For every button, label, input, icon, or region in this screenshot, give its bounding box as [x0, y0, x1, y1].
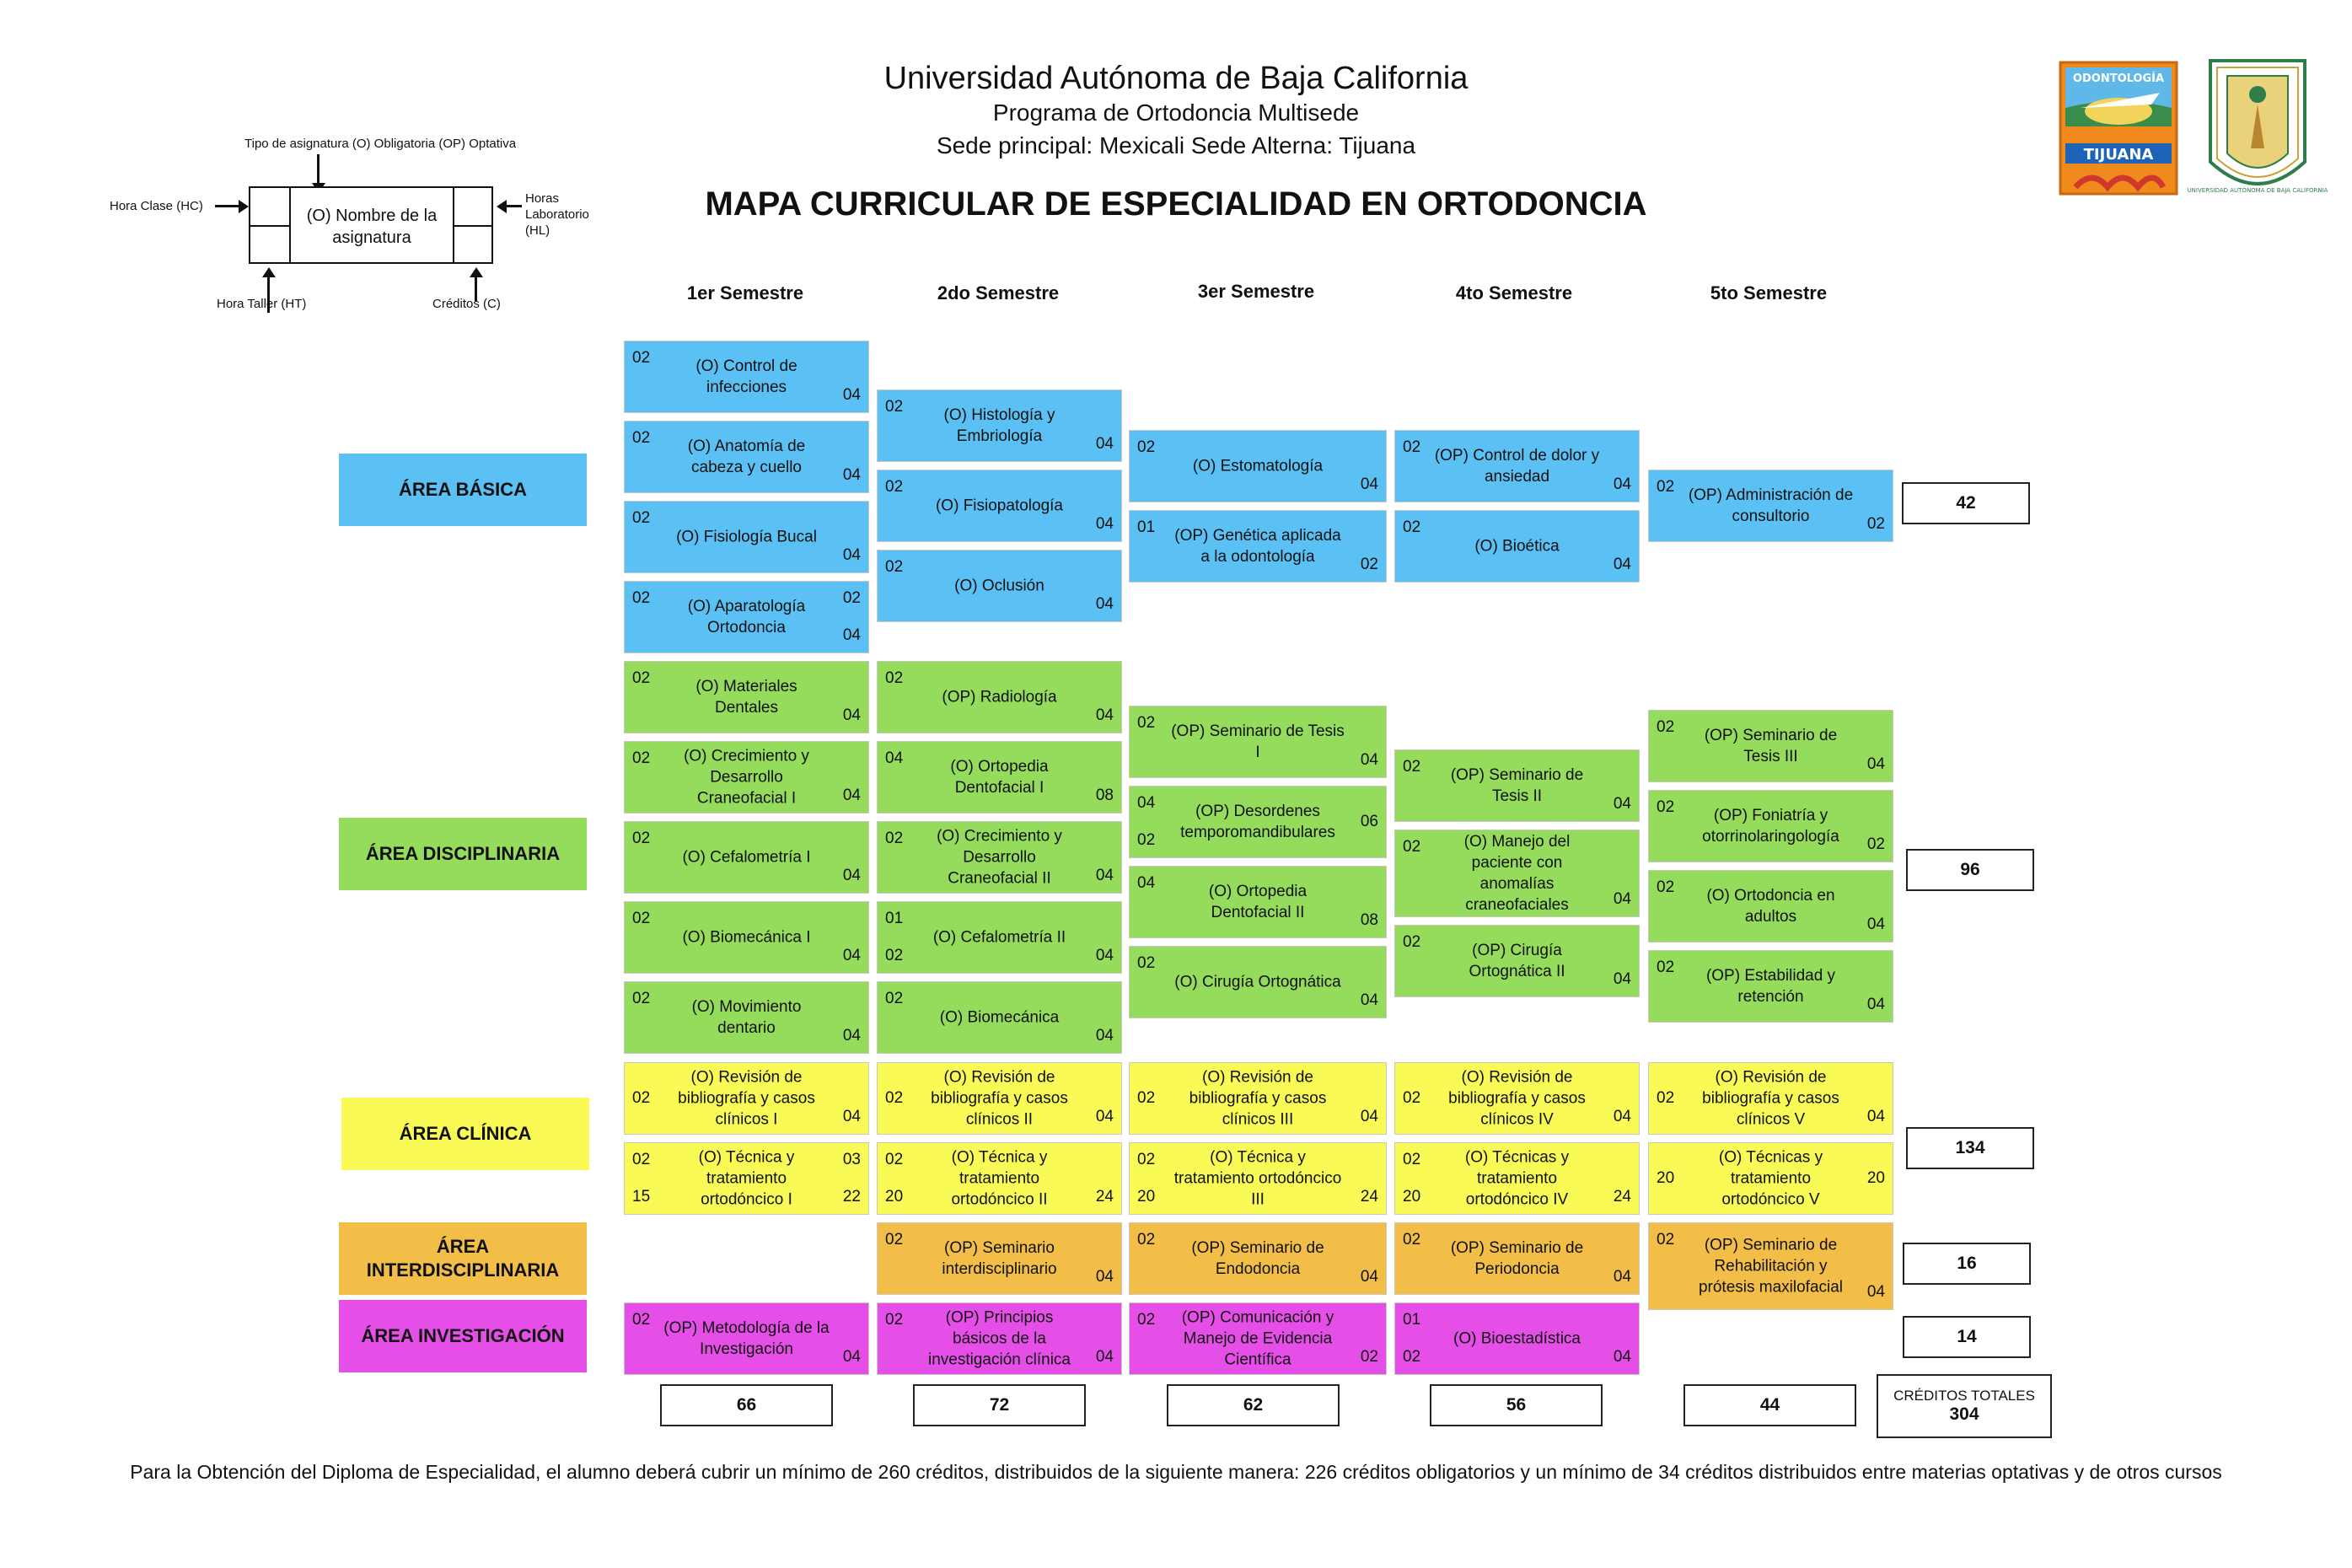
- hours-ml: 02: [632, 1089, 651, 1107]
- course-cefalometria-1: [624, 821, 869, 894]
- hours-br: 04: [1360, 475, 1378, 493]
- course-name: (O) Revisión de bibliografía y casos clínicos II: [931, 1068, 1068, 1129]
- course-seminario-tesis-3: [1648, 710, 1893, 782]
- course-seminario-tesis-2: [1394, 749, 1640, 822]
- course-name: (O) Revisión de bibliografía y casos clínicos V: [1702, 1068, 1839, 1129]
- course-name: (O) Anatomía de cabeza y cuello: [687, 438, 806, 476]
- course-movimiento-dentario: [624, 981, 869, 1054]
- hours-br: 04: [1095, 1268, 1114, 1286]
- hours-ml: 02: [1657, 1089, 1675, 1107]
- hours-tl: 04: [1137, 874, 1156, 892]
- hours-tl: 02: [632, 349, 651, 367]
- hours-br: 04: [842, 546, 861, 564]
- hours-br: 04: [1095, 1027, 1114, 1044]
- course-name: (OP) Control de dolor y ansiedad: [1434, 447, 1600, 486]
- legend-arrow-right: [215, 205, 240, 207]
- hours-ml: 02: [1403, 1089, 1421, 1107]
- hours-br: 04: [1095, 435, 1114, 453]
- hours-br: 04: [1095, 515, 1114, 533]
- course-name: (O) Revisión de bibliografía y casos clínicos IV: [1448, 1068, 1586, 1129]
- course-estomatologia: [1129, 430, 1387, 502]
- course-name: (OP) Seminario de Endodoncia: [1191, 1239, 1324, 1278]
- hours-tl: 02: [1137, 954, 1156, 972]
- hours-tl: 01: [1403, 1311, 1421, 1329]
- course-cirugia-ortognatica-2: [1394, 925, 1640, 997]
- course-name: (O) Ortodoncia en adultos: [1706, 887, 1835, 926]
- course-principios-investigacion-clinica: [877, 1302, 1122, 1375]
- hours-br: 04: [842, 706, 861, 724]
- hours-tl: 02: [885, 990, 904, 1007]
- course-name: (O) Técnicas y tratamiento ortodóncico IV: [1464, 1148, 1570, 1209]
- course-name: (OP) Seminario de Tesis I: [1171, 722, 1345, 761]
- hours-tl: 02: [1403, 518, 1421, 536]
- course-name: (OP) Administración de consultorio: [1688, 486, 1854, 525]
- hours-tl: 02: [632, 509, 651, 527]
- legend-c-label: Créditos (C): [432, 297, 501, 311]
- hours-mr: 20: [1866, 1169, 1885, 1187]
- course-desordenes-temporomandibulares: [1129, 786, 1387, 858]
- course-name: (O) Bioética: [1474, 537, 1560, 556]
- hours-tl: 02: [885, 830, 904, 847]
- course-name: (O) Aparatología Ortodoncia: [687, 598, 806, 636]
- course-name: (O) Ortopedia Dentofacial I: [950, 758, 1049, 797]
- page-title: MAPA CURRICULAR DE ESPECIALIDAD EN ORTODONCIA: [705, 185, 1647, 223]
- hours-bl: 02: [1137, 831, 1156, 849]
- hours-bl: 02: [885, 947, 904, 964]
- hours-br: 24: [1613, 1188, 1631, 1206]
- hours-tl: 02: [632, 990, 651, 1007]
- course-name: (OP) Radiología: [942, 688, 1057, 706]
- course-comunicacion-evidencia: [1129, 1302, 1387, 1375]
- semester-header-4: 4to Semestre: [1455, 282, 1573, 303]
- hours-tl: 01: [1137, 518, 1156, 536]
- hours-br: 02: [1360, 556, 1378, 573]
- course-name: (O) Cirugía Ortognática: [1174, 973, 1341, 991]
- course-seminario-interdisciplinario: [877, 1222, 1122, 1295]
- hours-tl: 02: [1403, 933, 1421, 951]
- sede-line: Sede principal: Mexicali Sede Alterna: Tijuana: [936, 132, 1416, 158]
- semester-total-4: 56: [1430, 1384, 1603, 1426]
- hours-br: 04: [1095, 1348, 1114, 1366]
- course-name: (OP) Cirugía Ortognática II: [1469, 942, 1565, 980]
- hours-tl: 02: [632, 1151, 651, 1168]
- hours-ml: 20: [1657, 1169, 1675, 1187]
- course-name: (O) Técnicas y tratamiento ortodóncico V: [1718, 1148, 1823, 1209]
- course-name: (OP) Principios básicos de la investigación clínica: [928, 1308, 1071, 1369]
- semester-header-5: 5to Semestre: [1710, 282, 1828, 303]
- legend-arrow-up-right-head: [470, 267, 483, 277]
- hours-br: 04: [1095, 947, 1114, 964]
- course-fisiopatologia: [877, 470, 1122, 542]
- course-ortodoncia-adultos: [1648, 870, 1893, 942]
- hours-br: 04: [842, 1348, 861, 1366]
- hours-br: 04: [1360, 1108, 1378, 1125]
- course-crecimiento-desarrollo-2: [877, 821, 1122, 894]
- course-administracion-consultorio: [1648, 470, 1893, 542]
- hours-bl: 20: [885, 1188, 904, 1206]
- course-estabilidad-retencion: [1648, 950, 1893, 1023]
- course-bioestadistica: [1394, 1302, 1640, 1375]
- hours-br: 04: [842, 386, 861, 404]
- course-materiales-dentales: [624, 661, 869, 733]
- hours-br: 04: [1613, 475, 1631, 493]
- legend-arrow-down: [317, 154, 320, 186]
- hours-tl: 02: [632, 749, 651, 767]
- course-name: (O) Crecimiento y Desarrollo Craneofacial I: [684, 747, 809, 808]
- course-name: (OP) Estabilidad y retención: [1705, 967, 1836, 1006]
- course-ortopedia-dentofacial-1: [877, 741, 1122, 814]
- hours-tl: 02: [885, 1151, 904, 1168]
- hours-tr: 02: [842, 589, 861, 607]
- grand-total-value: 304: [1949, 1404, 1979, 1424]
- hours-br: 04: [842, 466, 861, 484]
- hours-tl: 02: [1403, 838, 1421, 856]
- course-foniatria-otorrinolaringologia: [1648, 790, 1893, 862]
- course-cefalometria-2: [877, 901, 1122, 974]
- hours-br: 08: [1095, 787, 1114, 804]
- area-label-clinica: ÁREA CLÍNICA: [341, 1098, 589, 1170]
- hours-br: 04: [1613, 1268, 1631, 1286]
- hours-tl: 02: [1657, 878, 1675, 896]
- course-name: (O) Técnica y tratamiento ortodóncico I: [698, 1148, 795, 1209]
- hours-tl: 02: [885, 669, 904, 687]
- course-histologia-embriologia: [877, 389, 1122, 462]
- hours-tl: 04: [1137, 794, 1156, 812]
- area-total-clinica: 134: [1906, 1127, 2034, 1169]
- area-total-interdisciplinaria: 16: [1903, 1243, 2031, 1285]
- legend-arrow-right-head: [239, 200, 249, 213]
- hours-tl: 02: [885, 1311, 904, 1329]
- hours-tl: 01: [885, 910, 904, 927]
- hours-tl: 02: [1657, 959, 1675, 976]
- course-name: (OP) Seminario de Tesis III: [1704, 727, 1838, 765]
- uabc-seal: [2187, 54, 2328, 204]
- course-revision-bibliografia-4: [1394, 1062, 1640, 1135]
- hours-tl: 02: [632, 910, 651, 927]
- hours-br: 04: [842, 1108, 861, 1125]
- course-oclusion: [877, 550, 1122, 622]
- course-name: (OP) Seminario de Tesis II: [1450, 766, 1584, 805]
- hours-bl: 15: [632, 1188, 651, 1206]
- hours-tl: 02: [1657, 1231, 1675, 1248]
- course-metodologia-investigacion: [624, 1302, 869, 1375]
- semester-total-3: 62: [1167, 1384, 1340, 1426]
- course-control-infecciones: [624, 341, 869, 413]
- course-revision-bibliografia-1: [624, 1062, 869, 1135]
- area-label-investigacion: ÁREA INVESTIGACIÓN: [339, 1300, 587, 1372]
- hours-br: 04: [1095, 867, 1114, 884]
- hours-tl: 02: [632, 669, 651, 687]
- hours-tl: 02: [1403, 1231, 1421, 1248]
- hours-br: 04: [1613, 1348, 1631, 1366]
- course-anatomia-cabeza-cuello: [624, 421, 869, 493]
- hours-br: 04: [1866, 1108, 1885, 1125]
- hours-br: 04: [1360, 1268, 1378, 1286]
- course-name: (O) Fisiopatología: [935, 497, 1063, 515]
- hours-tl: 02: [1403, 438, 1421, 456]
- odontologia-tijuana-logo: [2059, 61, 2178, 196]
- course-seminario-periodoncia: [1394, 1222, 1640, 1295]
- course-seminario-tesis-1: [1129, 706, 1387, 778]
- hours-br: 04: [1613, 1108, 1631, 1125]
- logo-top-text: ODONTOLOGÍA: [2072, 72, 2165, 85]
- hours-tl: 02: [1137, 438, 1156, 456]
- course-tecnica-tratamiento-2: [877, 1142, 1122, 1215]
- legend-box-left-col: [289, 188, 291, 262]
- course-aparatologia-ortodoncia: [624, 581, 869, 653]
- course-genetica-aplicada: [1129, 510, 1387, 583]
- hours-br: 04: [842, 867, 861, 884]
- course-crecimiento-desarrollo-1: [624, 741, 869, 814]
- hours-br: 24: [1360, 1188, 1378, 1206]
- course-radiologia: [877, 661, 1122, 733]
- course-name: (OP) Comunicación y Manejo de Evidencia Científica: [1181, 1308, 1334, 1369]
- hours-br: 04: [1866, 1283, 1885, 1301]
- hours-br: 24: [1095, 1188, 1114, 1206]
- course-name: (O) Control de infecciones: [695, 357, 797, 396]
- course-name: (O) Cefalometría II: [932, 928, 1066, 947]
- hours-bl: 20: [1137, 1188, 1156, 1206]
- grand-total-label: CRÉDITOS TOTALES: [1893, 1388, 2035, 1404]
- semester-total-2: 72: [913, 1384, 1086, 1426]
- seal-text: UNIVERSIDAD AUTÓNOMA DE BAJA CALIFORNIA: [2187, 187, 2328, 194]
- course-name: (O) Manejo del paciente con anomalías craneofaciales: [1463, 833, 1571, 914]
- hours-br: 02: [1866, 835, 1885, 853]
- hours-tl: 02: [632, 429, 651, 447]
- course-fisiologia-bucal: [624, 501, 869, 573]
- course-name: (OP) Metodología de la Investigación: [663, 1319, 830, 1358]
- semester-header-3: 3er Semestre: [1197, 281, 1315, 302]
- hours-br: 22: [842, 1188, 861, 1206]
- hours-tl: 02: [1137, 1151, 1156, 1168]
- hours-br: 04: [842, 787, 861, 804]
- course-revision-bibliografia-3: [1129, 1062, 1387, 1135]
- legend-arrow-left-head: [497, 200, 507, 213]
- hours-mr: 06: [1360, 813, 1378, 830]
- hours-tl: 02: [1137, 1231, 1156, 1248]
- course-bioetica: [1394, 510, 1640, 583]
- course-name: (O) Revisión de bibliografía y casos clínicos I: [678, 1068, 815, 1129]
- hours-tl: 02: [885, 558, 904, 576]
- logo-bottom-text: TIJUANA: [2083, 146, 2154, 164]
- hours-tl: 02: [1657, 478, 1675, 496]
- course-cirugia-ortognatica: [1129, 946, 1387, 1018]
- course-biomecanica: [877, 981, 1122, 1054]
- hours-tl: 02: [1657, 798, 1675, 816]
- legend-box-left-split: [250, 225, 289, 227]
- hours-br: 04: [1613, 556, 1631, 573]
- course-name: (OP) Genética aplicada a la odontología: [1174, 527, 1341, 566]
- area-label-interdisciplinaria: ÁREA INTERDISCIPLINARIA: [339, 1222, 587, 1295]
- legend-hl-label: Horas Laboratorio (HL): [525, 191, 589, 238]
- area-total-investigacion: 14: [1903, 1316, 2031, 1358]
- course-name: (O) Cefalometría I: [682, 848, 811, 867]
- course-name: (OP) Seminario de Periodoncia: [1450, 1239, 1584, 1278]
- area-total-disciplinaria: 96: [1906, 849, 2034, 891]
- hours-tl: 02: [1137, 1311, 1156, 1329]
- hours-tl: 02: [1137, 714, 1156, 732]
- hours-tl: 02: [632, 830, 651, 847]
- hours-tl: 02: [632, 589, 651, 607]
- course-name: (O) Materiales Dentales: [695, 678, 797, 717]
- hours-tl: 02: [1403, 758, 1421, 776]
- hours-br: 04: [1613, 890, 1631, 908]
- hours-br: 04: [842, 947, 861, 964]
- semester-header-2: 2do Semestre: [937, 282, 1060, 303]
- course-name: (O) Técnica y tratamiento ortodóncico III: [1173, 1148, 1342, 1209]
- hours-tl: 04: [885, 749, 904, 767]
- legend-course-name: (O) Nombre de la asignatura: [306, 207, 438, 247]
- hours-br: 04: [842, 1027, 861, 1044]
- course-control-dolor-ansiedad: [1394, 430, 1640, 502]
- hours-tr: 03: [842, 1151, 861, 1168]
- course-name: (O) Crecimiento y Desarrollo Craneofacial II: [937, 827, 1062, 888]
- hours-tl: 02: [885, 478, 904, 496]
- hours-br: 02: [1866, 515, 1885, 533]
- program-name: Programa de Ortodoncia Multisede: [992, 99, 1360, 126]
- university-name: Universidad Autónoma de Baja California: [883, 61, 1469, 96]
- hours-br: 04: [1613, 795, 1631, 813]
- hours-ml: 02: [885, 1089, 904, 1107]
- course-seminario-endodoncia: [1129, 1222, 1387, 1295]
- course-name: (O) Biomecánica I: [682, 928, 811, 947]
- course-revision-bibliografia-5: [1648, 1062, 1893, 1135]
- hours-tl: 02: [1403, 1151, 1421, 1168]
- hours-br: 08: [1360, 911, 1378, 929]
- course-name: (O) Histología y Embriología: [943, 406, 1055, 445]
- course-name: (O) Fisiología Bucal: [676, 528, 817, 546]
- hours-tl: 02: [885, 398, 904, 416]
- course-name: (OP) Seminario interdisciplinario: [942, 1239, 1057, 1278]
- course-name: (O) Biomecánica: [939, 1008, 1060, 1027]
- legend: [97, 131, 620, 316]
- area-label-disciplinaria: ÁREA DISCIPLINARIA: [339, 818, 587, 890]
- semester-total-5: 44: [1683, 1384, 1856, 1426]
- hours-br: 04: [1866, 996, 1885, 1013]
- area-total-basica: 42: [1902, 482, 2030, 524]
- course-name: (OP) Seminario de Rehabilitación y prótesis maxilofacial: [1698, 1236, 1844, 1297]
- hours-ml: 02: [1137, 1089, 1156, 1107]
- hours-br: 04: [1095, 706, 1114, 724]
- legend-arrow-up-left-head: [262, 267, 276, 277]
- hours-br: 04: [1360, 751, 1378, 769]
- hours-br: 04: [1360, 991, 1378, 1009]
- hours-br: 04: [1095, 1108, 1114, 1125]
- hours-br: 04: [1095, 595, 1114, 613]
- course-tecnica-tratamiento-3: [1129, 1142, 1387, 1215]
- hours-br: 04: [1866, 755, 1885, 773]
- legend-box: [249, 186, 493, 264]
- hours-br: 04: [1866, 916, 1885, 933]
- course-name: (OP) Desordenes temporomandibulares: [1180, 803, 1335, 841]
- course-name: (OP) Foniatría y otorrinolaringología: [1702, 807, 1839, 846]
- course-seminario-rehabilitacion-protesis: [1648, 1222, 1893, 1310]
- course-name: (O) Estomatología: [1192, 457, 1324, 475]
- course-tecnica-tratamiento-1: [624, 1142, 869, 1215]
- course-ortopedia-dentofacial-2: [1129, 866, 1387, 938]
- hours-br: 04: [1613, 970, 1631, 988]
- legend-tipo-label: Tipo de asignatura (O) Obligatoria (OP) Optativa: [244, 137, 517, 151]
- course-tecnicas-tratamiento-5: [1648, 1142, 1893, 1215]
- hours-tl: 02: [632, 1311, 651, 1329]
- semester-header-1: 1er Semestre: [686, 282, 804, 303]
- legend-box-right-split: [453, 225, 491, 227]
- footer-note: Para la Obtención del Diploma de Especialidad, el alumno deberá cubrir un mínimo de 260 créditos, distribuidos de la siguiente manera: 226 créditos obligatorios y un mínimo de 34 créditos distribuidos entre materias optativas y de otros cursos: [130, 1461, 2222, 1483]
- hours-bl: 20: [1403, 1188, 1421, 1206]
- hours-br: 04: [842, 626, 861, 644]
- course-revision-bibliografia-2: [877, 1062, 1122, 1135]
- legend-hc-label: Hora Clase (HC): [110, 199, 203, 213]
- area-label-basica: ÁREA BÁSICA: [339, 454, 587, 526]
- hours-bl: 02: [1403, 1348, 1421, 1366]
- course-name: (O) Bioestadística: [1453, 1329, 1581, 1348]
- course-name: (O) Movimiento dentario: [691, 998, 802, 1037]
- course-name: (O) Oclusión: [954, 577, 1044, 595]
- course-manejo-anomalias-craneofaciales: [1394, 830, 1640, 917]
- hours-tl: 02: [885, 1231, 904, 1248]
- hours-br: 02: [1360, 1348, 1378, 1366]
- grand-total-box: [1877, 1374, 2052, 1438]
- legend-ht-label: Hora Taller (HT): [217, 297, 307, 311]
- course-tecnicas-tratamiento-4: [1394, 1142, 1640, 1215]
- course-name: (O) Técnica y tratamiento ortodóncico II: [951, 1148, 1048, 1209]
- hours-tl: 02: [1657, 718, 1675, 736]
- course-biomecanica-1: [624, 901, 869, 974]
- course-name: (O) Revisión de bibliografía y casos clínicos III: [1189, 1068, 1327, 1129]
- legend-arrow-left: [505, 205, 522, 207]
- semester-total-1: 66: [660, 1384, 833, 1426]
- course-name: (O) Ortopedia Dentofacial II: [1208, 883, 1308, 921]
